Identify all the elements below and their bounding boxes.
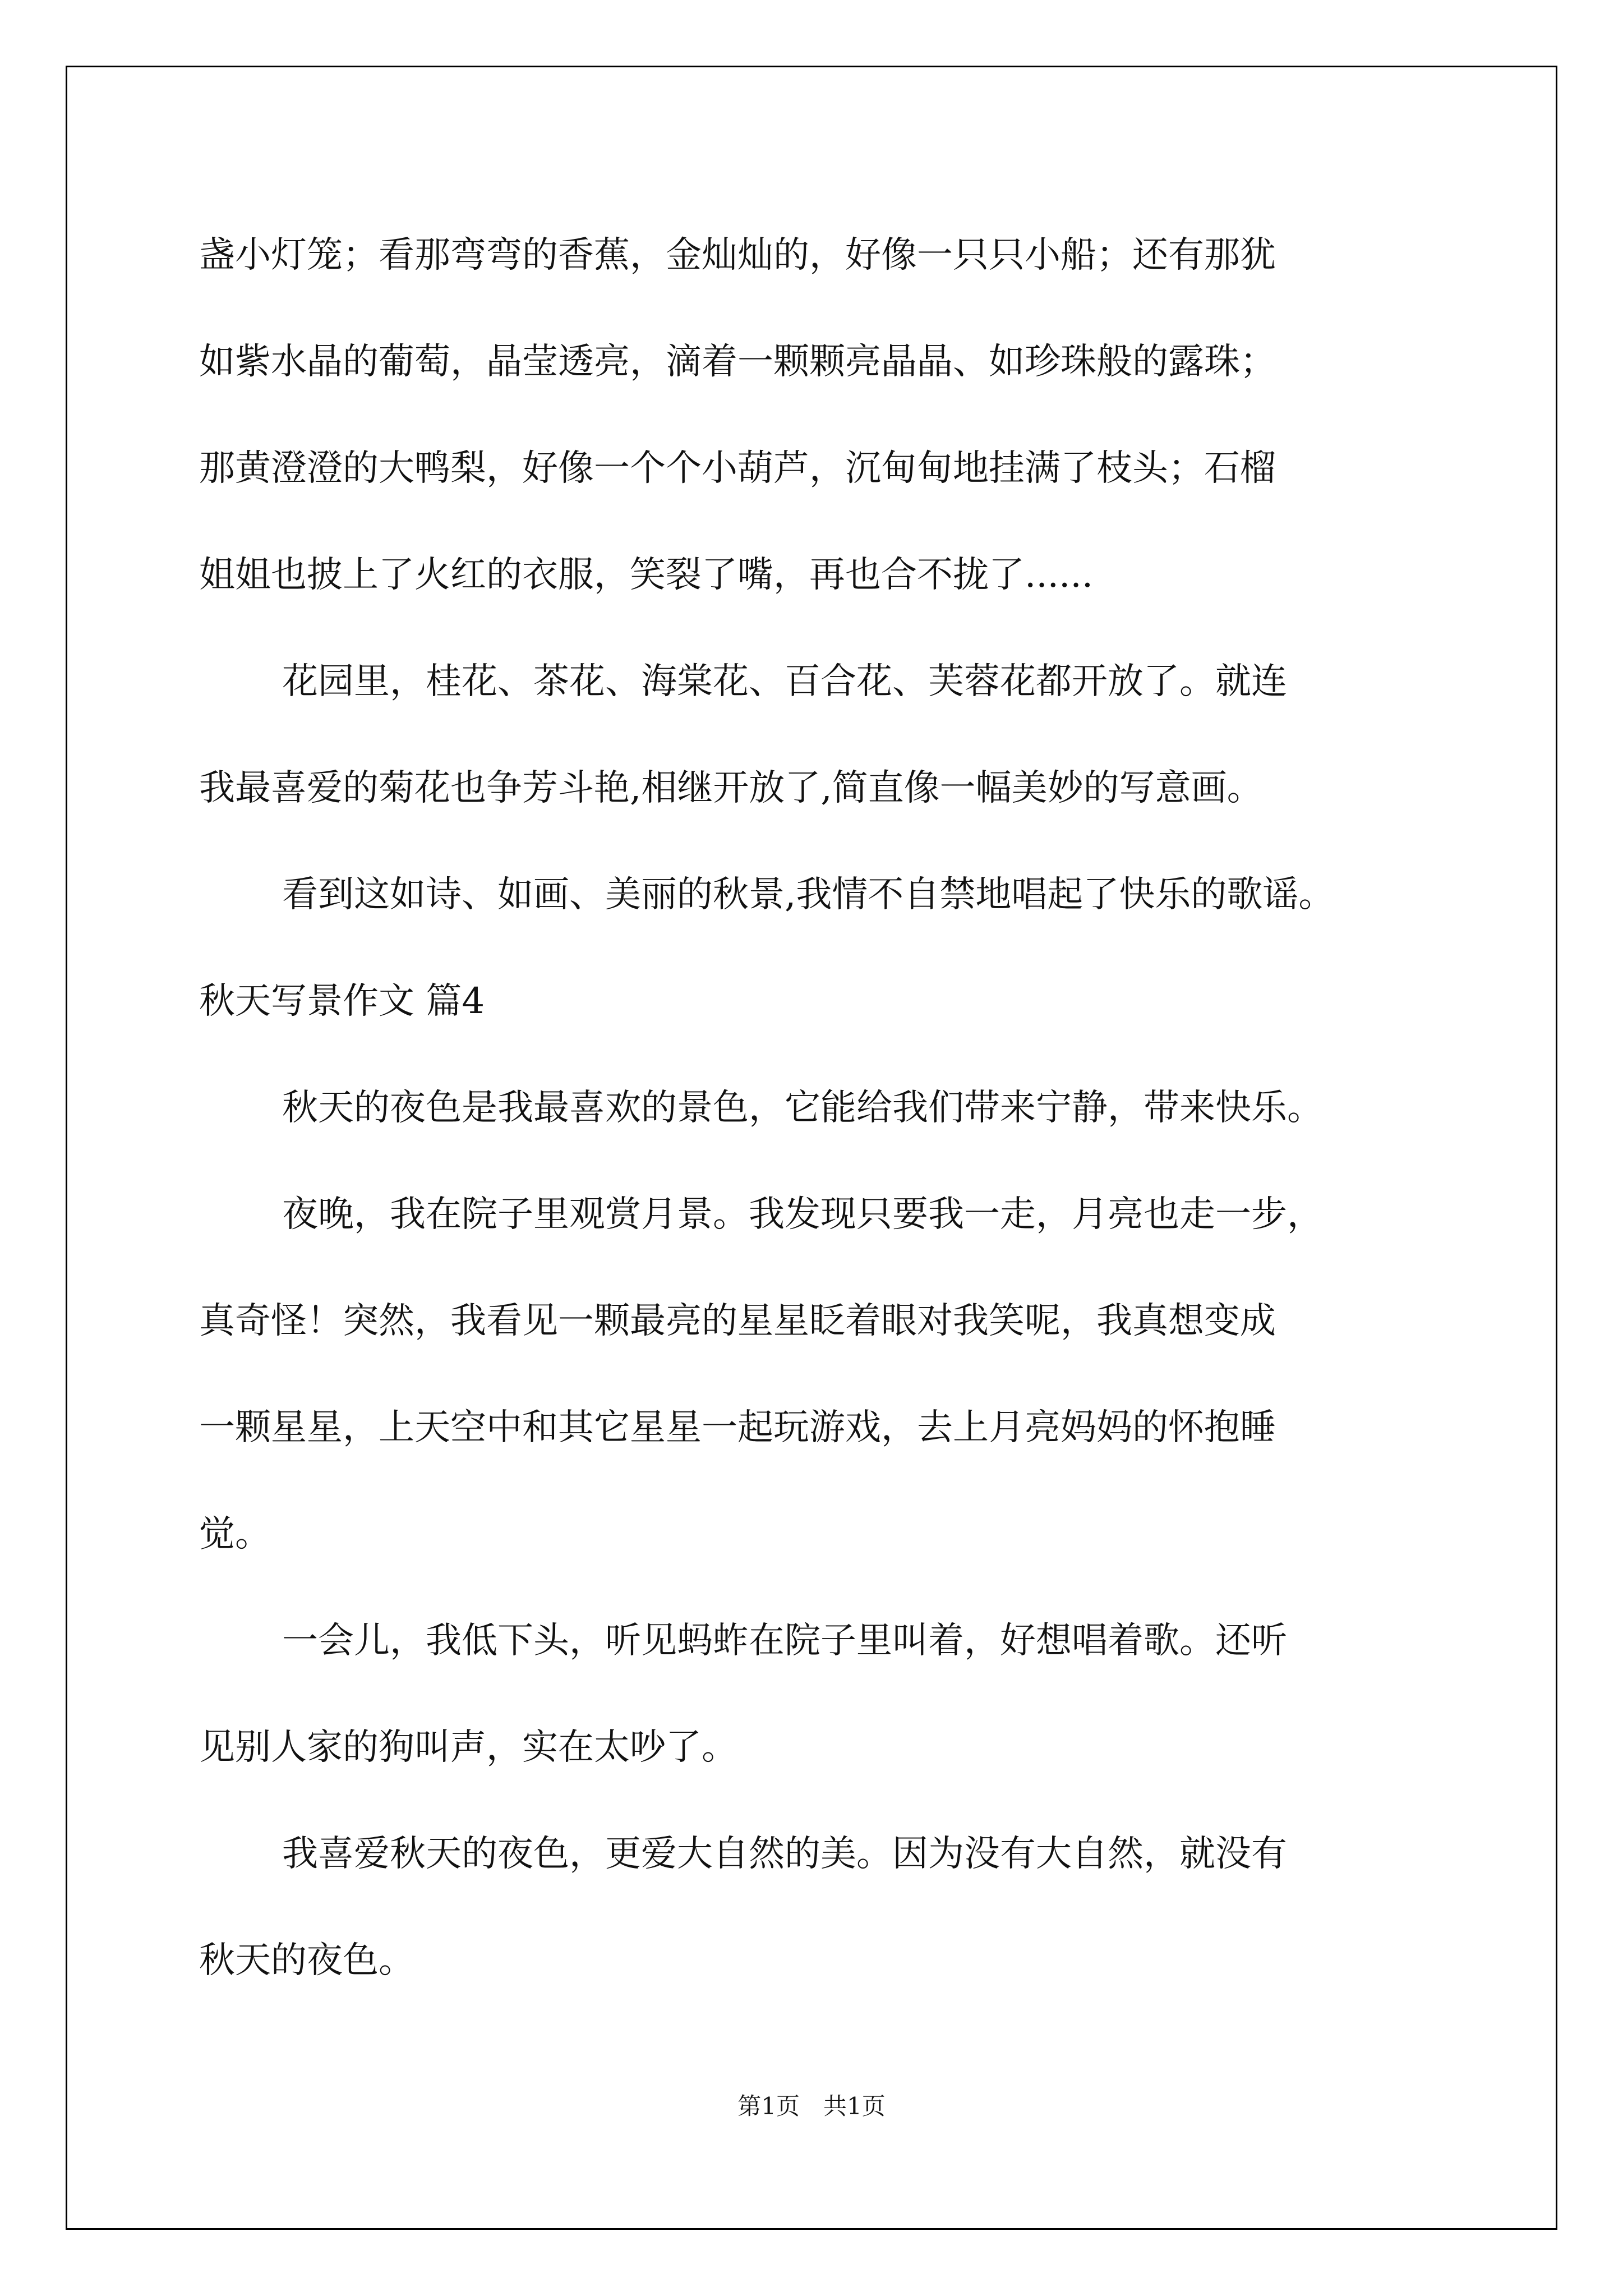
text-line: 一颗星星，上天空中和其它星星一起玩游戏，去上月亮妈妈的怀抱睡 bbox=[199, 1407, 1276, 1448]
text-line: 觉。 bbox=[199, 1513, 271, 1555]
text-line: 姐姐也披上了火红的衣服，笑裂了嘴，再也合不拢了...... bbox=[199, 554, 1094, 596]
paragraph-start: 夜晚，我在院子里观赏月景。我发现只要我一走，月亮也走一步， bbox=[282, 1194, 1323, 1235]
text-line: 我最喜爱的菊花也争芳斗艳,相继开放了,简直像一幅美妙的写意画。 bbox=[199, 767, 1263, 809]
text-line: 那黄澄澄的大鸭梨，好像一个个小葫芦，沉甸甸地挂满了枝头；石榴 bbox=[199, 448, 1276, 489]
text-line: 如紫水晶的葡萄，晶莹透亮，滴着一颗颗亮晶晶、如珍珠般的露珠； bbox=[199, 341, 1276, 383]
paragraph-start: 看到这如诗、如画、美丽的秋景,我情不自禁地唱起了快乐的歌谣。 bbox=[282, 874, 1335, 915]
page-number: 第1页 共1页 bbox=[737, 2092, 886, 2120]
paragraph-start: 花园里，桂花、茶花、海棠花、百合花、芙蓉花都开放了。就连 bbox=[282, 661, 1287, 702]
text-line: 秋天的夜色。 bbox=[199, 1940, 414, 1981]
text-line: 见别人家的狗叫声，实在太吵了。 bbox=[199, 1727, 737, 1768]
paragraph-start: 我喜爱秋天的夜色，更爱大自然的美。因为没有大自然，就没有 bbox=[282, 1833, 1287, 1875]
text-line: 盏小灯笼；看那弯弯的香蕉，金灿灿的，好像一只只小船；还有那犹 bbox=[199, 234, 1276, 276]
paragraph-start: 一会儿，我低下头，听见蚂蚱在院子里叫着，好想唱着歌。还听 bbox=[282, 1620, 1287, 1662]
document-body bbox=[199, 202, 1450, 2014]
section-heading: 秋天写景作文 篇4 bbox=[199, 981, 485, 1022]
paragraph-start: 秋天的夜色是我最喜欢的景色，它能给我们带来宁静，带来快乐。 bbox=[282, 1087, 1323, 1129]
text-line: 真奇怪！突然，我看见一颗最亮的星星眨着眼对我笑呢，我真想变成 bbox=[199, 1300, 1276, 1342]
